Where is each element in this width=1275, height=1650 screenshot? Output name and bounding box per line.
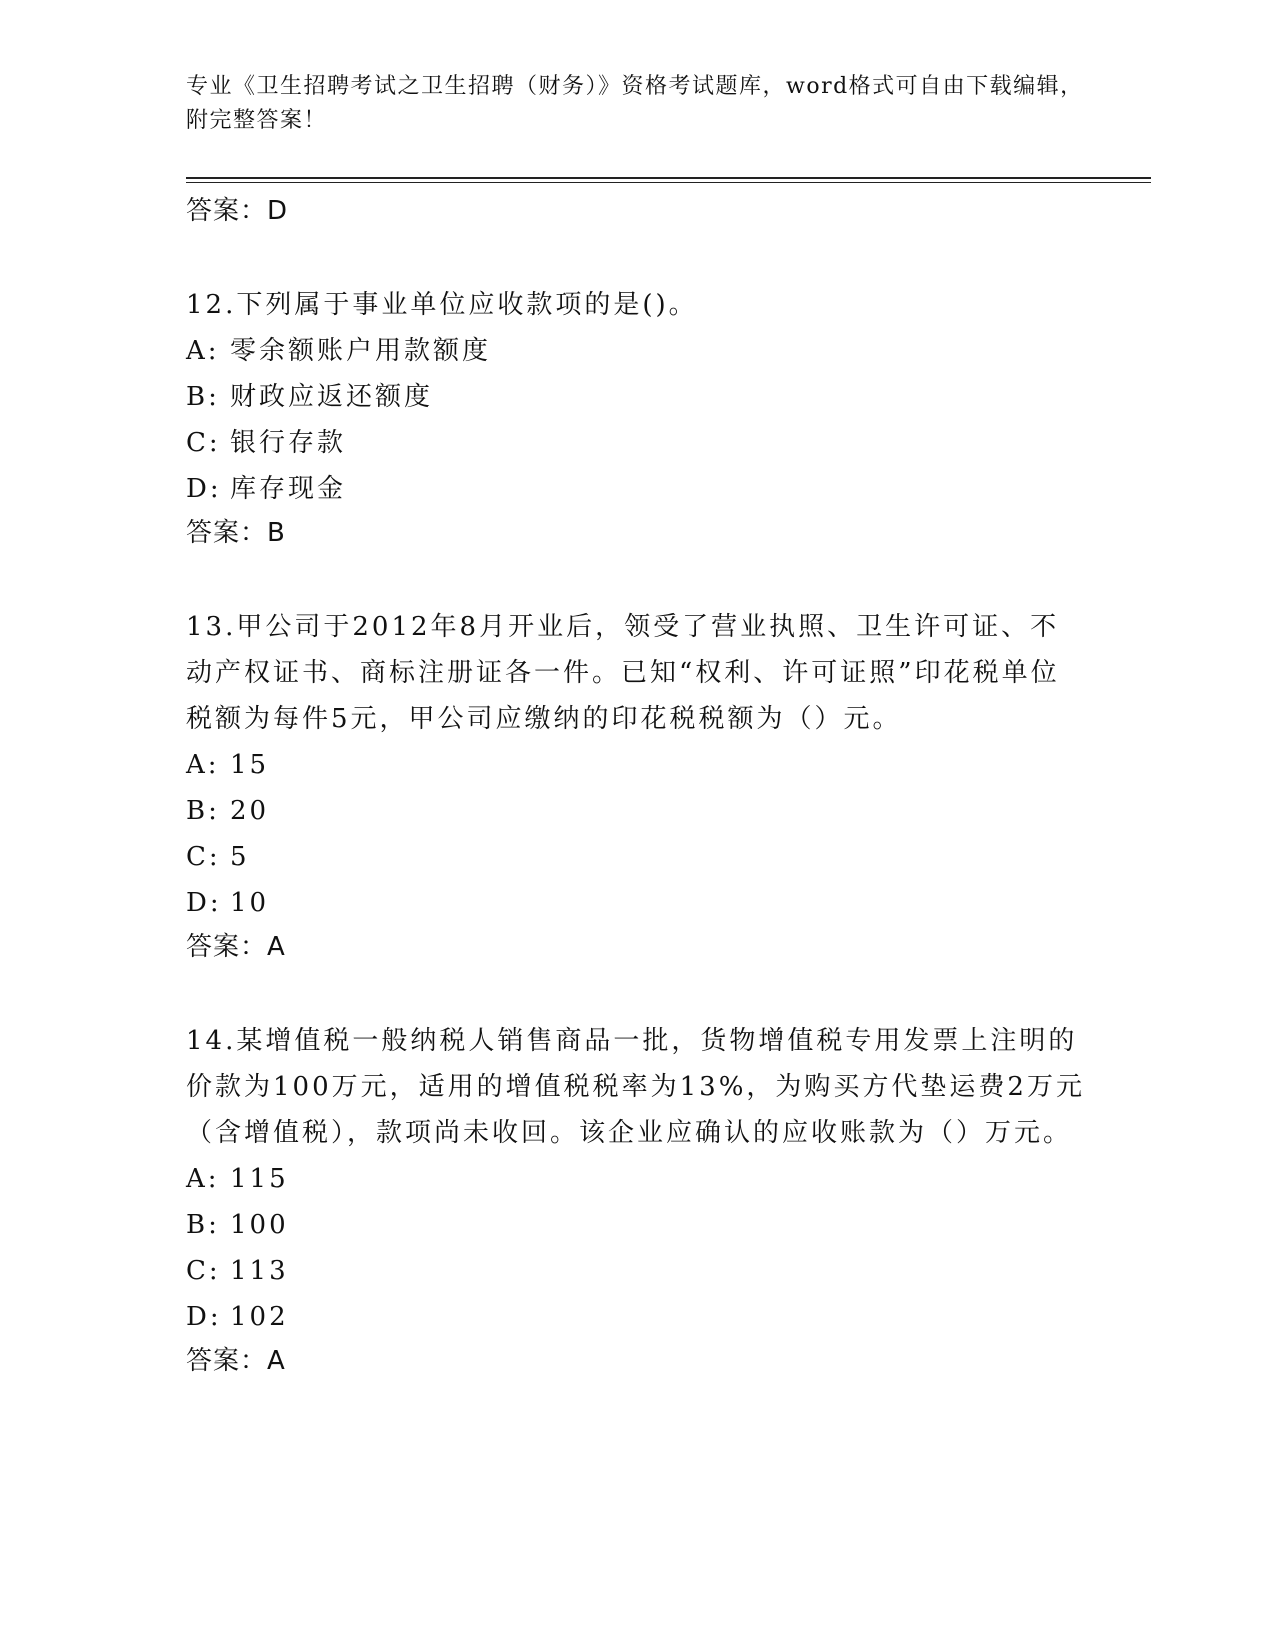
option-letter: D:	[186, 1302, 222, 1332]
option-text: 100	[230, 1210, 289, 1240]
answer-line: 答案：A	[186, 932, 286, 962]
option-text: 5	[230, 842, 250, 872]
question-text	[186, 604, 1086, 742]
question-stem: 下列属于事业单位应收款项的是()。	[236, 290, 698, 320]
block-spacer	[186, 968, 1086, 1018]
question-list	[186, 190, 1086, 1382]
option-c	[186, 1248, 1086, 1294]
question-text	[186, 282, 1086, 328]
question-text	[186, 1018, 1086, 1156]
block-spacer	[186, 232, 1086, 282]
question-number: 13.	[186, 612, 237, 642]
question-block-14	[186, 1018, 1086, 1382]
option-text: 20	[230, 796, 270, 826]
option-text: 银行存款	[230, 428, 347, 458]
option-letter: A:	[186, 750, 220, 780]
option-letter: A:	[186, 336, 220, 366]
option-text: 115	[230, 1164, 289, 1194]
option-c	[186, 420, 1086, 466]
header-rule-thin	[186, 182, 1151, 183]
option-a	[186, 1156, 1086, 1202]
option-letter: A:	[186, 1164, 220, 1194]
block-spacer	[186, 554, 1086, 604]
option-letter: B:	[186, 382, 220, 412]
option-text: 财政应返还额度	[230, 382, 434, 412]
document-header	[186, 70, 1086, 138]
option-d	[186, 1294, 1086, 1340]
option-a	[186, 742, 1086, 788]
question-number: 14.	[186, 1026, 237, 1056]
option-text: 10	[230, 888, 270, 918]
option-b	[186, 374, 1086, 420]
option-letter: C:	[186, 428, 221, 458]
option-text: 102	[230, 1302, 289, 1332]
option-letter: C:	[186, 842, 221, 872]
option-text: 15	[230, 750, 270, 780]
option-letter: C:	[186, 1256, 221, 1286]
option-b	[186, 788, 1086, 834]
header-text: 专业《卫生招聘考试之卫生招聘（财务）》资格考试题库，word格式可自由下载编辑，附完整答案！	[186, 74, 1084, 133]
option-text: 库存现金	[230, 474, 347, 504]
option-text: 零余额账户用款额度	[230, 336, 492, 366]
answer-line: 答案：B	[186, 518, 286, 548]
header-rule-thick	[186, 177, 1151, 179]
question-number: 12.	[186, 290, 237, 320]
answer-line: 答案：D	[186, 196, 289, 226]
question-stem: 甲公司于2012年8月开业后，领受了营业执照、卫生许可证、不动产权证书、商标注册证各一件。已知“权利、许可证照”印花税单位税额为每件5元，甲公司应缴纳的印花税税额为（）元。	[186, 612, 1060, 734]
question-block-12	[186, 282, 1086, 554]
option-letter: D:	[186, 888, 222, 918]
option-letter: B:	[186, 1210, 220, 1240]
option-a	[186, 328, 1086, 374]
option-d	[186, 466, 1086, 512]
option-b	[186, 1202, 1086, 1248]
question-stem: 某增值税一般纳税人销售商品一批，货物增值税专用发票上注明的价款为100万元，适用的增值税税率为13%，为购买方代垫运费2万元（含增值税），款项尚未收回。该企业应确认的应收账款为（）万元。	[186, 1026, 1085, 1148]
option-c	[186, 834, 1086, 880]
option-d	[186, 880, 1086, 926]
answer-line: 答案：A	[186, 1346, 286, 1376]
option-letter: B:	[186, 796, 220, 826]
option-letter: D:	[186, 474, 222, 504]
question-block-13	[186, 604, 1086, 968]
option-text: 113	[230, 1256, 289, 1286]
